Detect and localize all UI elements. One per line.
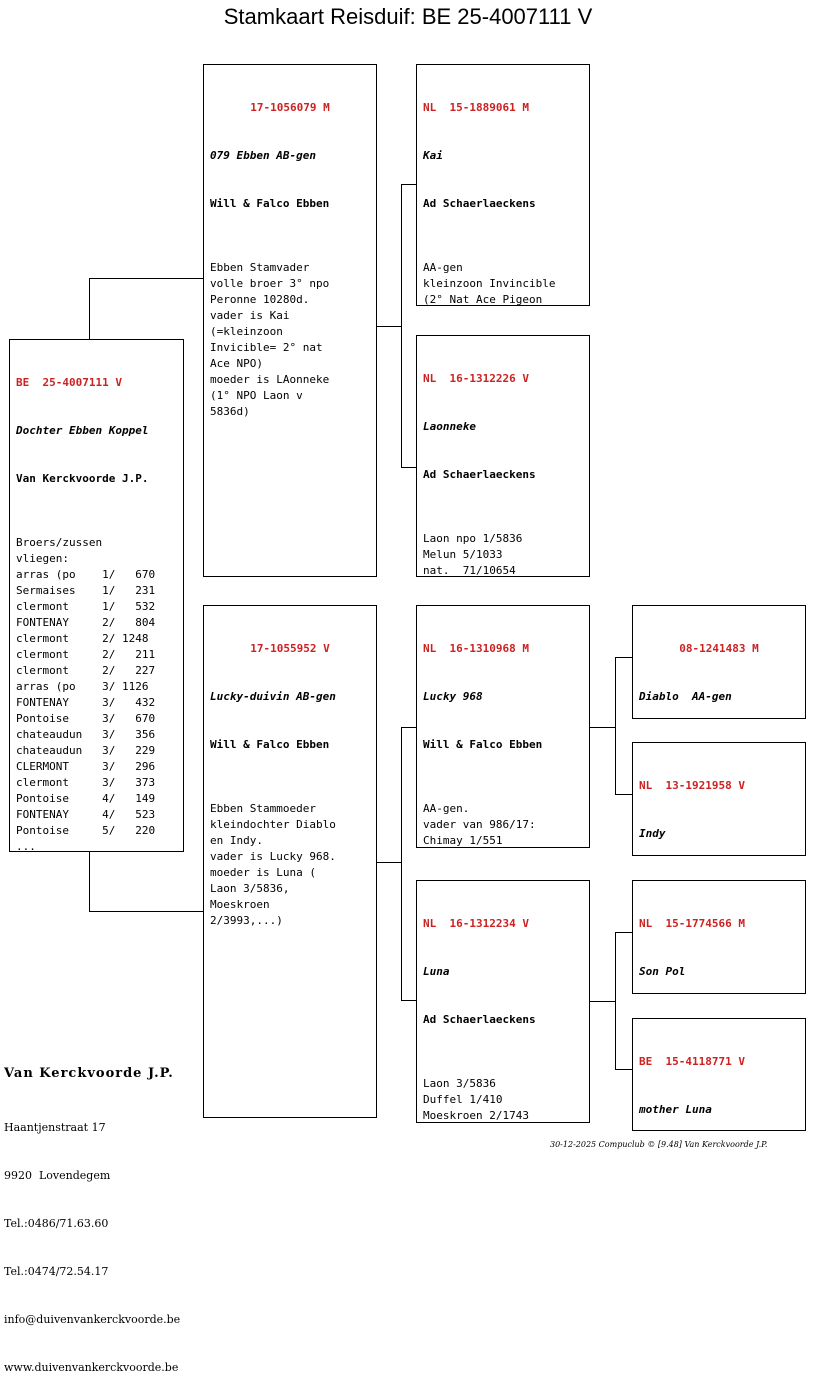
owner-phone: Tel.:0486/71.63.60	[4, 1217, 109, 1230]
pigeon-notes: Ebben Stamvader volle broer 3° npo Peronne 10280d. vader is Kai (=kleinzoon Invicible= 2° nat Ace NPO) moeder is LAonneke (1° NPO Laon v 5836d)	[210, 261, 330, 418]
ring-number: BE 25-4007111 V	[16, 376, 122, 389]
connector-line	[89, 278, 90, 340]
pigeon-notes: AA-gen kleinzoon Invincible (2° Nat Ace Pigeon	[423, 261, 556, 306]
ring-number: NL 16-1310968 M	[423, 642, 529, 655]
ring-number: NL 15-1774566 M	[639, 917, 745, 930]
pigeon-name: Luna	[423, 965, 450, 978]
ring-number: 08-1241483 M	[679, 642, 759, 655]
father-pigeon-card	[203, 64, 377, 577]
paternal-grandfather-card	[416, 64, 590, 306]
pigeon-notes: Broers/zussen vliegen: arras (po 1/ 670 Sermaises 1/ 231 clermont 1/ 532 FONTENAY 2/ 804 clermont 2/ 1248 clermont 2/ 211 clermont 2/ 227 arras (po 3/ 1126 FONTENAY 3/ 432 Pontoise 3/ 670 chateaudun 3/ 356 chateaudun 3/ 229 CLERMONT 3/ 296 clermont 3/ 373 Pontoise 4/ 149 FONTENAY 4/ 523 Pontoise 5/ 220 ...	[16, 536, 156, 852]
pigeon-name: Kai	[423, 149, 443, 162]
great-grandfather-card	[632, 605, 806, 719]
ring-number: NL 16-1312234 V	[423, 917, 529, 930]
pigeon-name: Lucky-duivin AB-gen	[210, 690, 336, 703]
pigeon-name: Lucky 968	[423, 690, 483, 703]
connector-line	[376, 326, 401, 327]
breeder: Will & Falco Ebben	[423, 738, 543, 751]
connector-line	[401, 467, 417, 468]
breeder: Van Kerckvoorde J.P.	[16, 472, 149, 485]
breeder: Will & Falco Ebben	[210, 197, 330, 210]
footer-credit: 30-12-2025 Compuclub © [9.48] Van Kerckvoorde J.P.	[550, 1140, 768, 1149]
great-grandmother-card	[632, 742, 806, 856]
great-grandmother-card	[632, 1018, 806, 1131]
pigeon-name: mother Luna	[639, 1103, 712, 1116]
ring-number: 17-1056079 M	[250, 101, 330, 114]
owner-street: Haantjenstraat 17	[4, 1121, 106, 1134]
pigeon-notes: Laon 3/5836 Duffel 1/410 Moeskroen 2/1743	[423, 1077, 529, 1122]
owner-name: Van Kerckvoorde J.P.	[4, 1066, 174, 1081]
page-title: Stamkaart Reisduif: BE 25-4007111 V	[223, 4, 593, 29]
connector-line	[401, 1000, 417, 1001]
maternal-grandfather-card	[416, 605, 590, 848]
subject-pigeon-card	[9, 339, 184, 852]
connector-line	[401, 184, 417, 185]
pigeon-name: Laonneke	[423, 420, 476, 433]
breeder: Ad Schaerlaeckens	[423, 1013, 536, 1026]
pigeon-name: Son Pol	[639, 965, 686, 978]
breeder: Will & Falco Ebben	[210, 738, 330, 751]
connector-line	[615, 932, 616, 1070]
maternal-grandmother-card	[416, 880, 590, 1123]
connector-line	[615, 932, 633, 933]
owner-city: 9920 Lovendegem	[4, 1169, 111, 1182]
connector-line	[589, 1001, 615, 1002]
connector-line	[615, 794, 633, 795]
owner-contact	[4, 1034, 180, 1392]
pigeon-notes: Laon npo 1/5836 Melun 5/1033 nat. 71/10654	[423, 532, 523, 577]
owner-phone: Tel.:0474/72.54.17	[4, 1265, 109, 1278]
connector-line	[615, 657, 616, 795]
mother-pigeon-card	[203, 605, 377, 1118]
pigeon-notes: AA-gen. vader van 986/17: Chimay 1/551	[423, 802, 536, 847]
connector-line	[589, 727, 615, 728]
paternal-grandmother-card	[416, 335, 590, 577]
breeder: Ad Schaerlaeckens	[423, 197, 536, 210]
pigeon-notes: Ebben Stammoeder kleindochter Diablo en Indy. vader is Lucky 968. moeder is Luna ( Laon 3/5836, Moeskroen 2/3993,...)	[210, 802, 336, 927]
connector-line	[89, 911, 204, 912]
great-grandfather-card	[632, 880, 806, 994]
pigeon-name: Dochter Ebben Koppel	[16, 424, 149, 437]
connector-line	[615, 1069, 633, 1070]
pigeon-name: Diablo AA-gen	[639, 690, 732, 703]
owner-email: info@duivenvankerckvoorde.be	[4, 1313, 181, 1326]
owner-website: www.duivenvankerckvoorde.be	[4, 1361, 179, 1374]
ring-number: 17-1055952 V	[250, 642, 330, 655]
connector-line	[401, 727, 417, 728]
connector-line	[401, 184, 402, 468]
connector-line	[89, 851, 90, 912]
connector-line	[376, 862, 401, 863]
connector-line	[89, 278, 204, 279]
pigeon-name: 079 Ebben AB-gen	[210, 149, 316, 162]
breeder: Ad Schaerlaeckens	[423, 468, 536, 481]
pigeon-name: Indy	[639, 827, 666, 840]
ring-number: NL 13-1921958 V	[639, 779, 745, 792]
connector-line	[615, 657, 633, 658]
ring-number: NL 16-1312226 V	[423, 372, 529, 385]
ring-number: NL 15-1889061 M	[423, 101, 529, 114]
ring-number: BE 15-4118771 V	[639, 1055, 745, 1068]
connector-line	[401, 727, 402, 1001]
